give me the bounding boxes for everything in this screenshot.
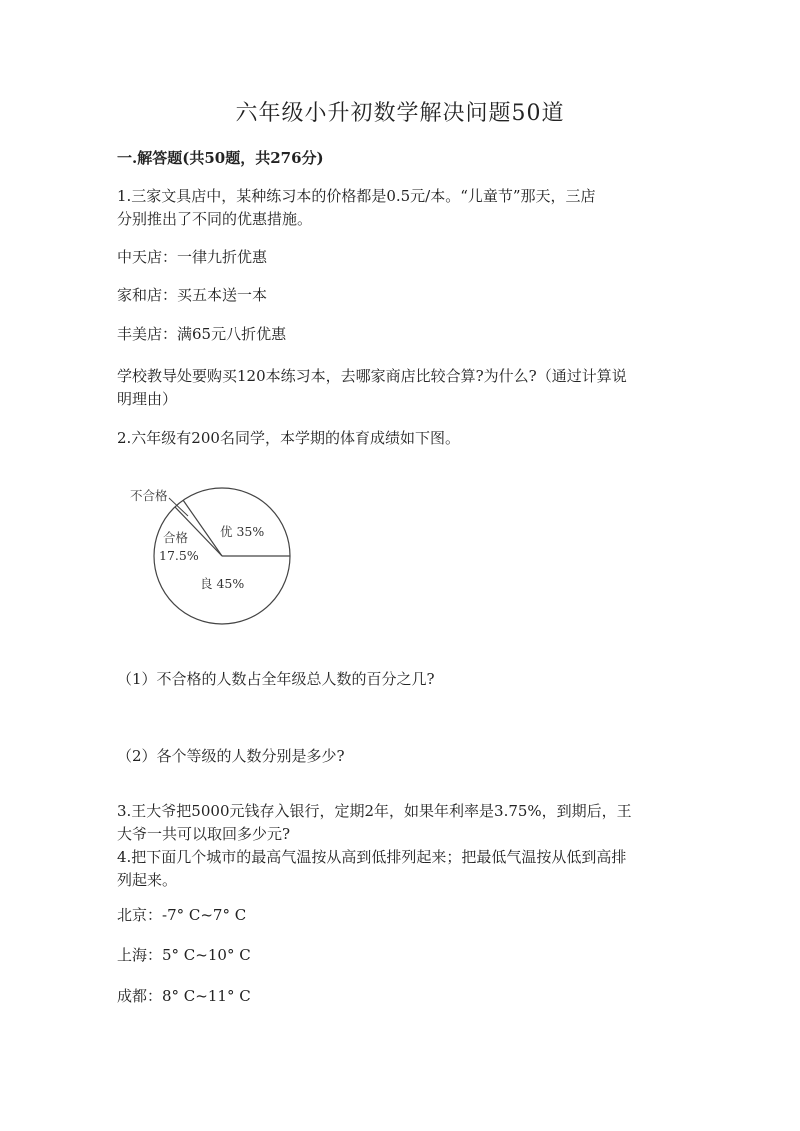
question-4-text xyxy=(117,846,677,892)
grade-pie-chart xyxy=(125,478,315,628)
label-good: 良 45% xyxy=(200,576,245,591)
store-jiahe: 家和店：买五本送一本 xyxy=(117,286,268,304)
page-title: 六年级小升初数学解决问题50道 xyxy=(235,101,565,126)
label-pass-name: 合格 xyxy=(163,530,189,545)
question-4-line-2: 列起来。 xyxy=(117,871,178,889)
question-1-text xyxy=(117,185,677,231)
question-3-line-1: 3.王大爷把5000元钱存入银行，定期2年，如果年利率是3.75%，到期后，王 xyxy=(117,802,632,820)
question-3-line-2: 大爷一共可以取回多少元? xyxy=(117,825,291,843)
question-2-sub-1: （1）不合格的人数占全年级总人数的百分之几? xyxy=(117,670,435,688)
label-pass-pct: 17.5% xyxy=(159,548,199,563)
city-shanghai: 上海：5° C~10° C xyxy=(117,946,251,964)
question-2-text: 2.六年级有200名同学，本学期的体育成绩如下图。 xyxy=(117,429,460,447)
question-1-line-2: 分别推出了不同的优惠措施。 xyxy=(117,210,313,228)
store-zhongtian: 中天店：一律九折优惠 xyxy=(117,248,268,266)
label-fail: 不合格 xyxy=(130,488,168,503)
question-1-ask xyxy=(117,365,677,411)
store-fengmei: 丰美店：满65元八折优惠 xyxy=(117,325,287,343)
fail-leader-line xyxy=(169,498,188,516)
city-beijing: 北京：-7° C~7° C xyxy=(117,906,247,924)
question-3-text xyxy=(117,800,677,846)
section-heading: 一.解答题(共50题，共276分) xyxy=(117,149,324,167)
city-chengdu: 成都：8° C~11° C xyxy=(117,987,251,1005)
question-1-line-1: 1.三家文具店中，某种练习本的价格都是0.5元/本。“儿童节”那天，三店 xyxy=(117,187,596,205)
question-1-ask-line-2: 明理由） xyxy=(117,390,178,408)
question-1-ask-line-1: 学校教导处要购买120本练习本，去哪家商店比较合算?为什么?（通过计算说 xyxy=(117,367,627,385)
question-4-line-1: 4.把下面几个城市的最高气温按从高到低排列起来；把最低气温按从低到高排 xyxy=(117,848,627,866)
question-2-sub-2: （2）各个等级的人数分别是多少? xyxy=(117,747,345,765)
label-excellent: 优 35% xyxy=(220,524,265,539)
